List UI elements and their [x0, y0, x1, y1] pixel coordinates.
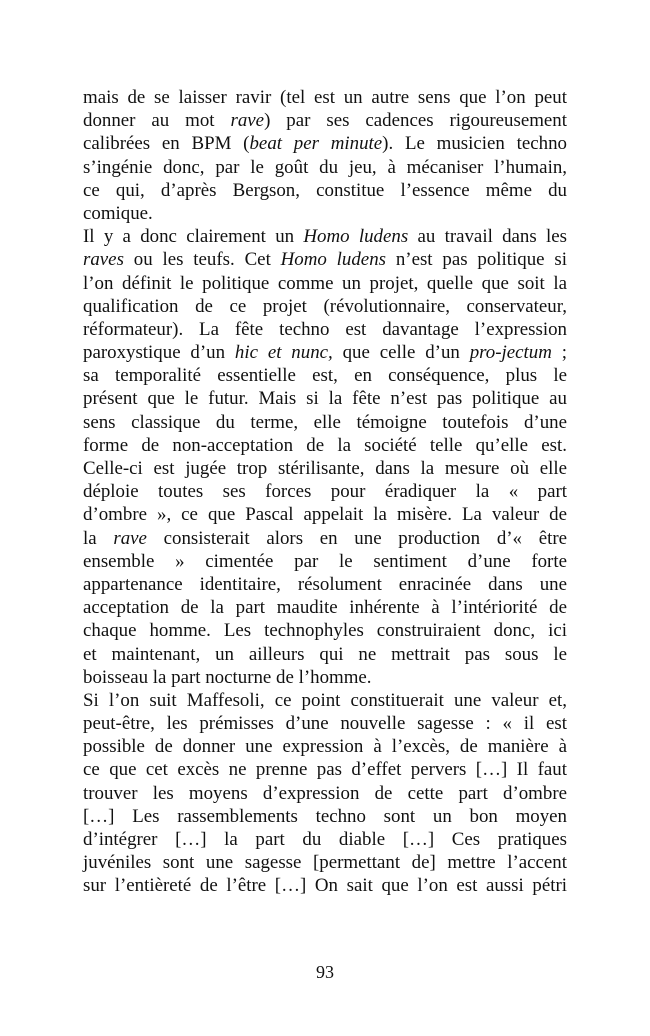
text-line — [83, 503, 567, 526]
text-run: ; — [551, 342, 567, 364]
text-run: ou les teufs. Cet — [123, 249, 281, 271]
text-run: […] Les rassemblements techno sont un bon moyen — [83, 805, 567, 827]
text-run: boisseau la part nocturne de l’homme. — [83, 666, 372, 688]
text-run: Si l’on suit Maffesoli, ce point constituerait une valeur et, — [83, 689, 567, 711]
text-run: juvéniles sont une sagesse [permettant de] mettre l’accent — [83, 852, 567, 874]
text-line — [83, 782, 567, 805]
text-line — [83, 527, 567, 550]
text-line — [83, 643, 567, 666]
italic-text: pro-jectum — [469, 342, 552, 364]
text-line — [83, 689, 567, 712]
text-run: calibrées en BPM ( — [83, 133, 250, 155]
text-run: sens classique du terme, elle témoigne toutefois d’une — [83, 411, 567, 433]
italic-text: Homo ludens — [303, 226, 409, 248]
text-run: ce que cet excès ne prenne pas d’effet pervers […] Il faut — [83, 759, 567, 781]
text-line — [83, 457, 567, 480]
text-line — [83, 202, 567, 225]
text-run: appartenance identitaire, résolument enracinée dans une — [83, 573, 567, 595]
text-run: que celle d’un — [332, 342, 470, 364]
paragraph — [83, 689, 567, 898]
text-line — [83, 874, 567, 897]
page-number: 93 — [316, 962, 334, 982]
text-run: comique. — [83, 202, 153, 224]
text-run: peut-être, les prémisses d’une nouvelle sagesse : « il est — [83, 713, 567, 735]
body-text — [83, 86, 567, 898]
text-run: Il y a donc clairement un — [83, 226, 304, 248]
text-line — [83, 596, 567, 619]
text-run: sur l’entièreté de l’être […] On sait que l’on est aussi pétri — [83, 875, 567, 897]
text-run: la — [83, 527, 114, 549]
text-line — [83, 272, 567, 295]
text-line — [83, 387, 567, 410]
text-run: ). Le musicien techno — [382, 133, 567, 155]
text-line — [83, 364, 567, 387]
text-line — [83, 828, 567, 851]
page-body — [83, 86, 567, 898]
text-run: qualification de ce projet (révolutionnaire, conservateur, — [83, 295, 567, 317]
text-run: présent que le futur. Mais si la fête n’est pas politique au — [83, 388, 567, 410]
paragraph — [83, 225, 567, 689]
text-line — [83, 735, 567, 758]
text-line — [83, 573, 567, 596]
text-run: s’ingénie donc, par le goût du jeu, à mécaniser l’humain, — [83, 156, 567, 178]
text-line — [83, 318, 567, 341]
text-line — [83, 411, 567, 434]
italic-text: beat per minute — [249, 133, 383, 155]
text-run: forme de non-acceptation de la société telle qu’elle est. — [83, 434, 567, 456]
italic-text: raves — [83, 249, 124, 271]
text-run: l’on définit le politique comme un projet, quelle que soit la — [83, 272, 567, 294]
text-line — [83, 248, 567, 271]
text-line — [83, 225, 567, 248]
text-run: déploie toutes ses forces pour éradiquer la « part — [83, 481, 567, 503]
text-line — [83, 851, 567, 874]
italic-text: Homo ludens — [280, 249, 386, 271]
text-line — [83, 86, 567, 109]
italic-text: hic et nunc, — [234, 342, 333, 364]
text-run: ce qui, d’après Bergson, constitue l’essence même du — [83, 179, 567, 201]
text-run: réformateur). La fête techno est davantage l’expression — [83, 318, 567, 340]
text-run: paroxystique d’un — [83, 342, 235, 364]
text-run: d’intégrer […] la part du diable […] Ces pratiques — [83, 829, 567, 850]
text-line — [83, 619, 567, 642]
text-line — [83, 550, 567, 573]
text-run: d’ombre », ce que Pascal appelait la misère. La valeur de — [83, 504, 567, 526]
text-run: trouver les moyens d’expression de cette part d’ombre — [83, 782, 567, 804]
text-run: ) par ses cadences rigoureusement — [264, 110, 568, 132]
text-run: acceptation de la part maudite inhérente à l’intériorité de — [83, 597, 567, 619]
text-run: mais de se laisser ravir (tel est un autre sens que l’on peut — [83, 87, 567, 108]
text-line — [83, 295, 567, 318]
text-line — [83, 179, 567, 202]
text-run: au travail dans les — [408, 226, 567, 248]
text-run: ensemble » cimentée par le sentiment d’une forte — [83, 550, 567, 572]
text-run: et maintenant, un ailleurs qui ne mettrait pas sous le — [83, 643, 567, 665]
text-line — [83, 712, 567, 735]
paragraph — [83, 86, 567, 225]
italic-text: rave — [230, 110, 265, 132]
text-line — [83, 109, 567, 132]
text-line — [83, 434, 567, 457]
text-line — [83, 341, 567, 364]
text-run: sa temporalité essentielle est, en conséquence, plus le — [83, 365, 567, 387]
text-line — [83, 132, 567, 155]
text-run: consisterait alors en une production d’« être — [146, 527, 568, 549]
italic-text: rave — [113, 527, 147, 549]
text-line — [83, 156, 567, 179]
text-run: chaque homme. Les technophyles construiraient donc, ici — [83, 620, 567, 642]
text-run: donner au mot — [83, 110, 231, 132]
text-line — [83, 805, 567, 828]
text-run: possible de donner une expression à l’excès, de manière à — [83, 736, 567, 758]
text-line — [83, 480, 567, 503]
text-line — [83, 666, 567, 689]
text-run: Celle-ci est jugée trop stérilisante, dans la mesure où elle — [83, 458, 567, 479]
text-run: n’est pas politique si — [386, 249, 568, 271]
text-line — [83, 758, 567, 781]
